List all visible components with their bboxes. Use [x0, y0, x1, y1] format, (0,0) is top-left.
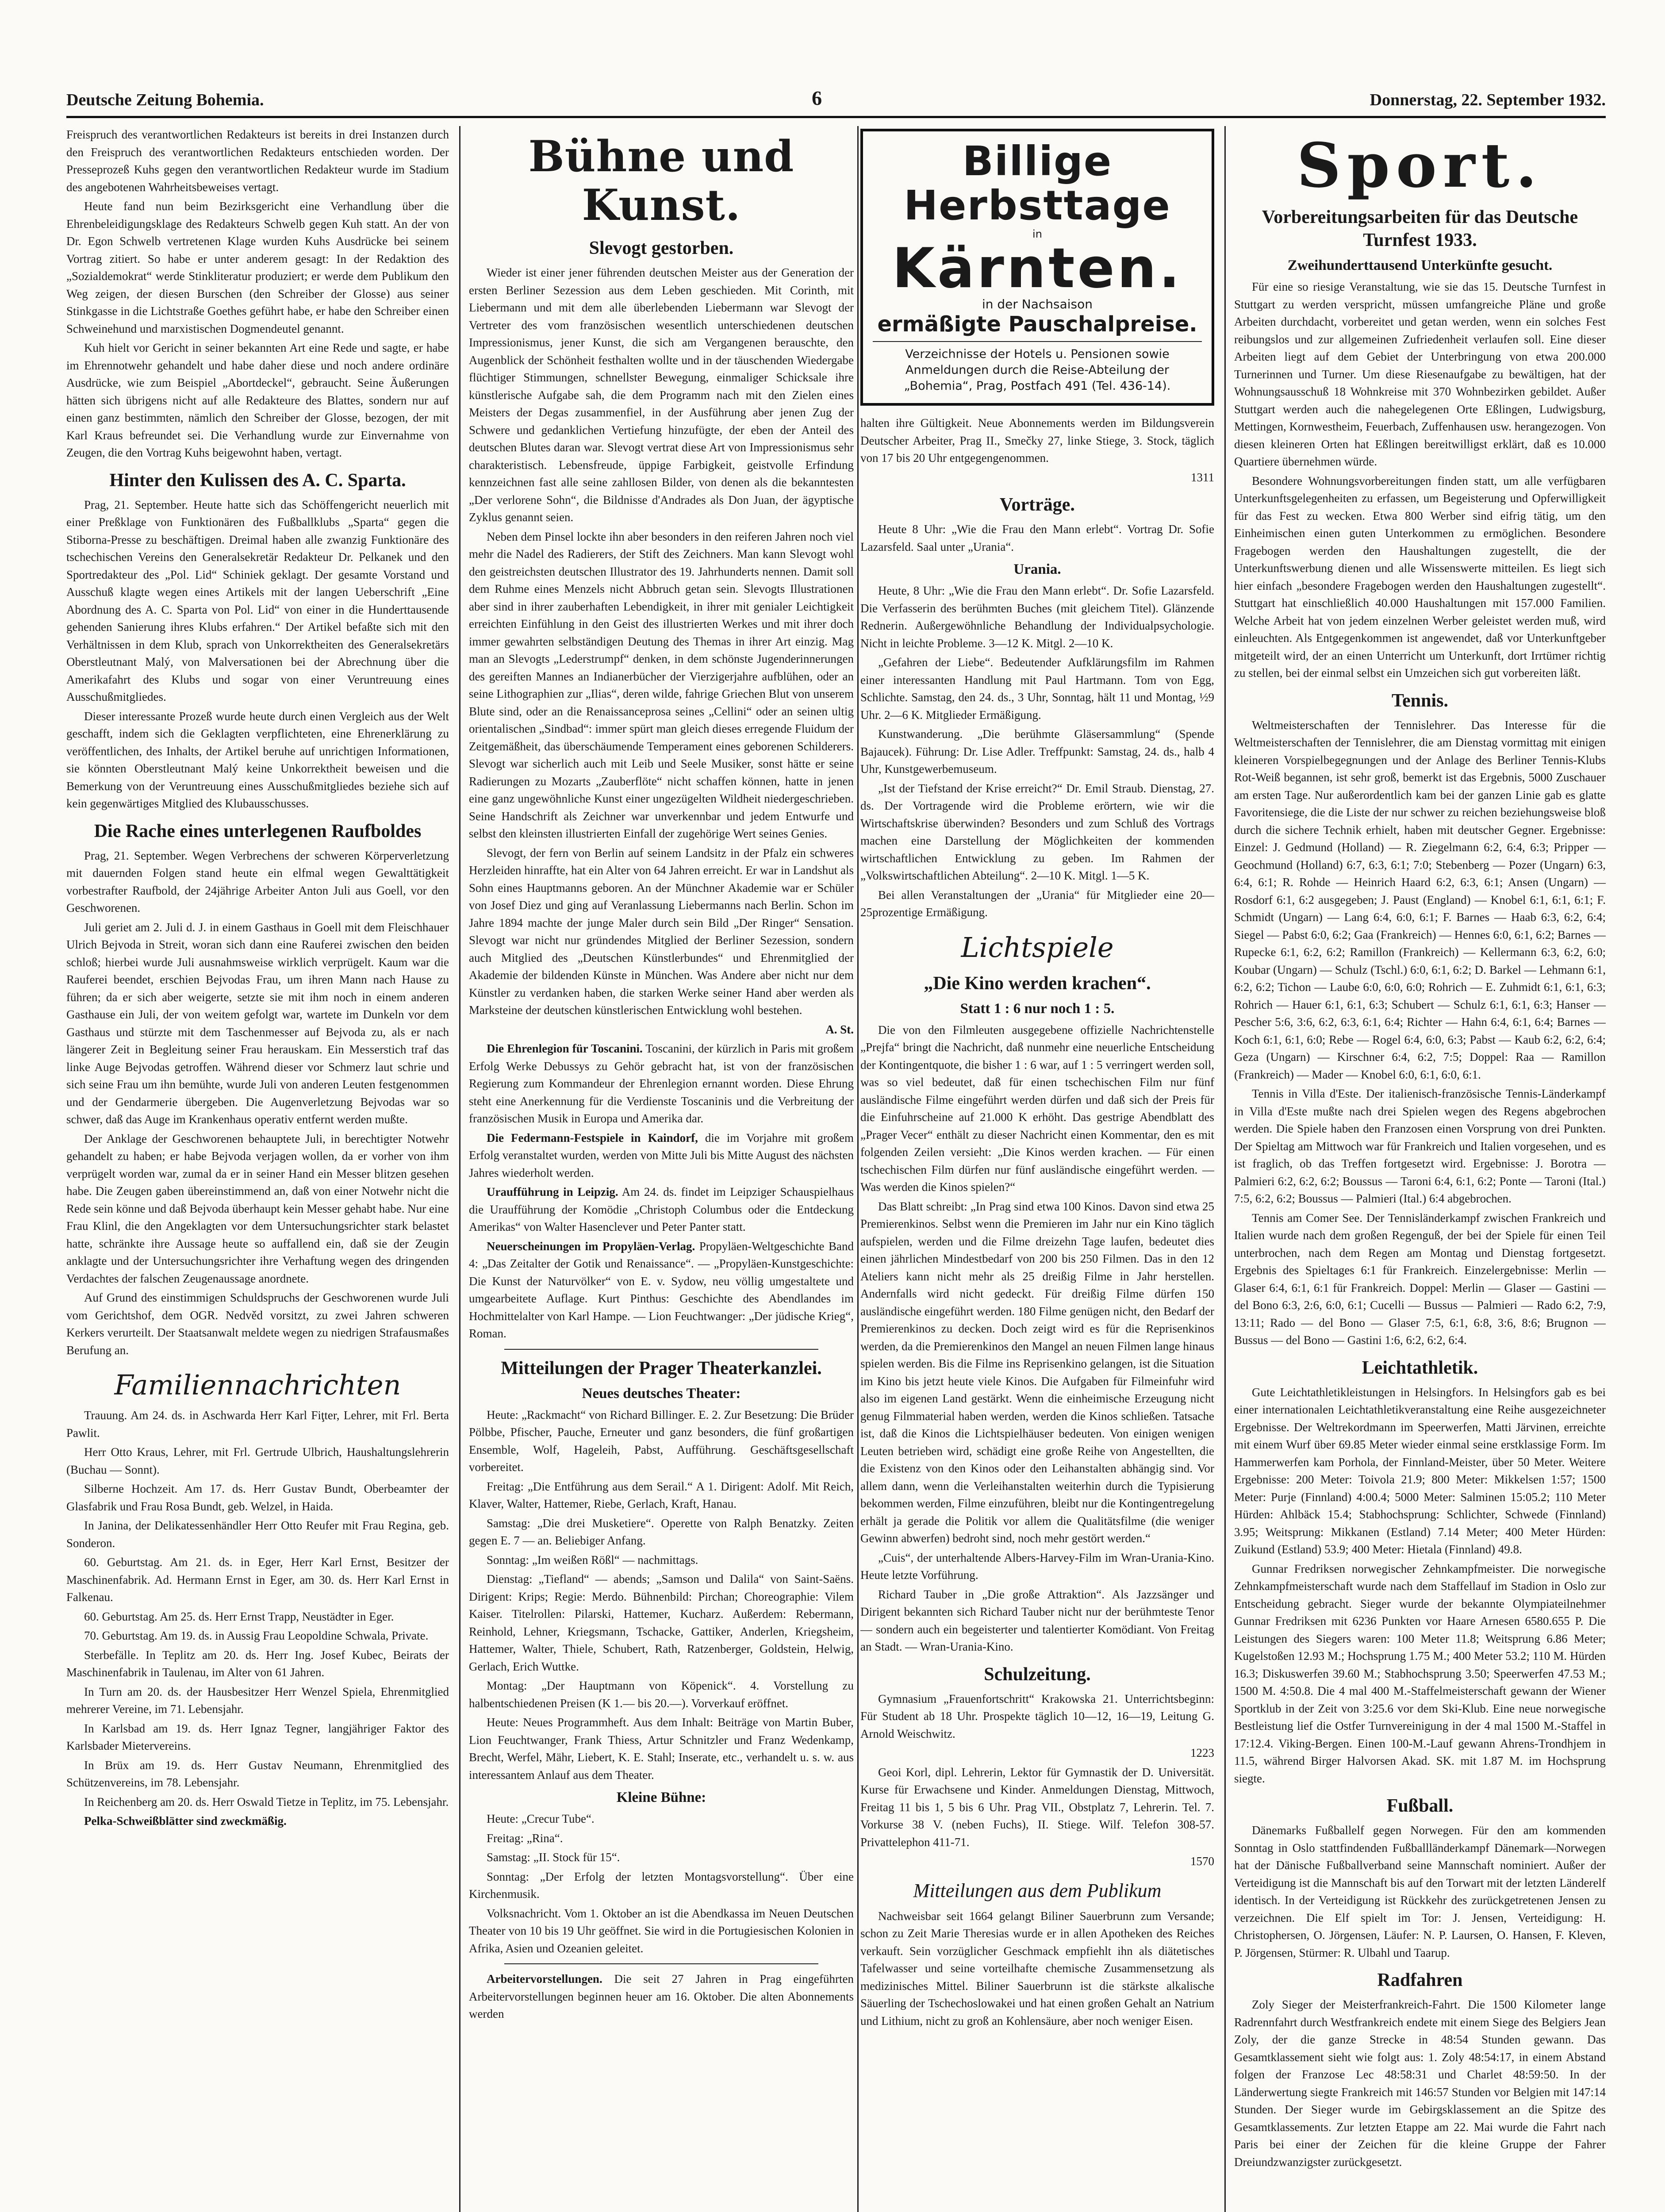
item-title: Die Federmann-Festspiele in Kaindorf,: [487, 1131, 698, 1144]
notice-item: In Turn am 20. ds. der Hausbesitzer Herr Wenzel Spiela, Ehrenmitglied mehrerer Vereine, im 71. Lebensjahr.: [66, 1685, 449, 1716]
ad-divider: [873, 341, 1202, 342]
subheadline-urania: Urania.: [1013, 561, 1061, 577]
headline-public-notices: Mitteilungen aus dem Publikum: [913, 1879, 1162, 1901]
article-paragraph: Besondere Wohnungsvorbereitungen finden statt, um alle verfügbaren Unterkunftsgelegenheiten zu erfassen, um Begeisterung und Opferwilligkeit für das Fest zu wecken. Etwa 800 Werber sind eifrig tätig, um den Einheimischen einen guten Unterkommen zu ermöglichen. Besondere Fragebogen werden den Haushaltungen zugestellt, die der Unterkunftswerbung dienen und alle Wissenswerte mitteilen. Es liegt sich hier einfach „besondere Fragebogen werden den Haushaltungen zugestellt“. Stuttgart hat einschließlich 40.000 Haushaltungen mit 157.000 Familien. Welche Arbeit hat von jedem einzelnen Werber geleistet werden muß, wird einleuchten. Als Entgegenkommen ist angewendet, daß vor Unterkunftgeber mitgeteilt wird, der an einen Unterricht um Unterkunft, dort Irrtümer richtig zu stellen, bei der einmal selbst ein Umzeichen sich gut vorbereiten läßt.: [1234, 474, 1606, 680]
headline-lectures: Vorträge.: [1000, 495, 1075, 515]
item-text: Toscanini, der kürzlich in Paris mit großem Erfolg Werke Debussys zu Gehör gebracht hat, ist von der französischen Regierung zum Kommandeur der Ehrenlegion ernannt worden. Diese Ehrung steht eine Anerkennung für die Verdienste Toscaninis und die Verbreitung der französischen Musik in Europa und Amerika dar.: [469, 1042, 854, 1125]
headline-cycling: Radfahren: [1377, 1970, 1463, 1990]
program-item: Volksnachricht. Vom 1. Oktober an ist die Abendkassa im Neuen Deutschen Theater von 10 bis 19 Uhr geöffnet. Sie wird in die Portugiesischen Kolonien in Afrika, Asien und Ozeanien geleitet.: [469, 1906, 854, 1955]
notice-item: Bei allen Veranstaltungen der „Urania“ für Mitglieder eine 20—25prozentige Ermäßigung.: [860, 888, 1214, 919]
column-divider: [857, 126, 859, 2212]
advert-line: Pelka-Schweißblätter sind zweckmäßig.: [84, 1814, 287, 1828]
article-paragraph: Heute fand nun beim Bezirksgericht eine Verhandlung über die Ehrenbeleidigungsklage des Redakteurs Schwelb gegen Kuh statt. An der von Dr. Egon Schwelb vertretenen Klage wurden Kuhs Ausdrücke bei seinem Vortrag zitiert. So habe er unter anderem gesagt: In der Redaktion des „Sozialdemokrat“ werde Stinkliteratur produziert; er werde dem Publikum den Weg zeigen, der diesen Burschen (den Schreiber der Glosse) aus seiner Stinkgasse in die Lichtstraße Goethes geführt habe, er habe den Schreiber einen Schweinehund und marxistischen Dogmendeutel genannt.: [66, 200, 449, 335]
item-text: Am 24. ds. findet im Leipziger Schauspielhaus die Uraufführung der Komödie „Christoph Columbus oder die Entdeckung Amerikas“ von Walter Hasenclever und Peter Panter statt.: [469, 1185, 854, 1233]
article-paragraph: Das Blatt schreibt: „In Prag sind etwa 100 Kinos. Davon sind etwa 25 Premierenkinos. Selbst wenn die Premieren im Jahr nur ein Kino täglich aufspielen, werden und die Filme dreizehn Tage laufen, bedeutet dies einen jährlichen Mindestbedarf von 200 bis 250 Filmen. Das in den 12 Ateliers kann nicht mehr als 25 dreißig Filme in Jahr herstellen. Andernfalls wird nicht gedeckt. Für dreißig Filme dürfen 150 ausländische eingeführt werden. 180 Filme genügen nicht, den Bedarf der Premierenkinos zu decken. Doch zeigt wird es für die Reprisenkinos werden, da die Premierenkinos den Mangel an neuen Filmen lange hinaus spielen werden. Bis die Filme ins Reprisenkino gelangen, ist die Situation im Kino bis jetzt heute viele Kinos. Die Aufgaben für Filmeinfuhr wird also im eigenen Land gestärkt. Wenn die einheimische Erzeugung nicht genug Filmmaterial haben werden, werden die Kinos schließen. Tatsache ist, daß die Kinos die Lichtspielhäuser bedeuten. Von einigen wenigen Leuten betrieben wird, schädigt eine große Reihe von Angestellten, die die Existenz von den Kinos oder den Leihanstalten abhängig sind. Vor allem dann, wenn die Verleihanstalten weiterhin durch die Typisierung bekommen werden, Filme einzuführen, bleibt nur die Kontingentregelung erhält ja gerade die Politik vor allem die Qualitätsfilme (die weniger Gewinn abwerfen) bedroht sind, noch mehr gestört werden.“: [860, 1199, 1214, 1545]
subheadline-kino: Statt 1 : 6 nur noch 1 : 5.: [960, 1000, 1115, 1017]
notice-item: „Gefahren der Liebe“. Bedeutender Aufklärungsfilm im Rahmen einer interessanten Handlung mit Paul Hartmann. Tom von Egg, Schlichte. Samstag, den 24. ds., 3 Uhr, Sonntag, hält 11 und Montag, ½9 Uhr. 2—6 K. Mitglieder Ermäßigung.: [860, 656, 1214, 722]
headline-theater-office: Mitteilungen der Prager Theaterkanzlei.: [501, 1358, 822, 1379]
divider: [504, 1963, 818, 1964]
headline-raufbold: Die Rache eines unterlegenen Raufboldes: [94, 821, 422, 841]
notice-item: Heute, 8 Uhr: „Wie die Frau den Mann erlebt“. Dr. Sofie Lazarsfeld. Die Verfasserin des berühmten Buches (mit gleichem Titel). Glänzende Rednerin. Außergewöhnliche Behandlung der Individualpsychologie. Nicht in leichte Probleme. 3—12 K. Mitgl. 2—10 K.: [860, 584, 1214, 650]
program-item: Montag: „Der Hauptmann von Köpenick“. 4. Vorstellung zu halbentschiedenen Preisen (K 1.— bis 20.—). Vorverkauf eröffnet.: [469, 1679, 854, 1710]
item-title: Die Ehrenlegion für Toscanini.: [487, 1042, 643, 1055]
headline-school-news: Schulzeitung.: [984, 1664, 1091, 1685]
masthead-title: Deutsche Zeitung Bohemia.: [66, 91, 264, 109]
article-paragraph: Auf Grund des einstimmigen Schuldspruchs der Geschworenen wurde Juli vom Gerichtshof, dem OGR. Nedvěd vorsitzt, zu zwei Jahren schweren Kerkers verurteilt. Der Staatsanwalt meldete wegen zu niedrigen Strafausmaßes Berufung an.: [66, 1291, 449, 1357]
divider: [504, 1349, 818, 1350]
item-title: Uraufführung in Leipzig.: [487, 1185, 618, 1198]
ad-preposition: in: [1032, 228, 1042, 240]
headline-tennis: Tennis.: [1391, 690, 1449, 711]
headline-turnfest: Vorbereitungsarbeiten für das Deutsche Turnfest 1933.: [1262, 207, 1578, 250]
article-paragraph: Juli geriet am 2. Juli d. J. in einem Gasthaus in Goell mit dem Fleischhauer Ulrich Bejvoda in Streit, woran sich dann eine Rauferei zwischen den beiden schloß; hierbei wurde Juli ausnahmsweise wirklich verprügelt. Kaum war die Rauferei beendet, erschien Bejvodas Frau, um ihren Mann nach Hause zu führen; da er sich aber weigerte, setzte sie mit ihm noch in einem anderen Gasthause ein Juli, der von weitem gefolgt war, wartete im Dunkeln vor dem Gasthaus und stürzte mit dem Taschenmesser auf Bejvoda zu, als er nach längerer Zeit in Begleitung seiner Frau herauskam. Ein Messerstich traf das linke Auge Bejvodas getroffen. Während dieser vor Schmerz laut schrie und sich seine Frau um ihn bemühte, wurde Juli von anderen Leuten festgenommen und der Gendarmerie übergeben. Die Augenverletzung Bejvodas war so schwer, daß das Auge im Krankenhaus operativ entfernt werden mußte.: [66, 920, 449, 1126]
column-divider: [459, 126, 460, 2212]
notice-item: In Janina, der Delikatessenhändler Herr Otto Reufer mit Frau Regina, geb. Sonderon.: [66, 1519, 449, 1550]
program-item: Heute: „Crecur Tube“.: [487, 1812, 595, 1825]
article-paragraph: Kuh hielt vor Gericht in seiner bekannten Art eine Rede und sagte, er habe im Ehrennotwehr gehandelt und habe daher diese und noch andere ordinäre Ausdrücke, wie zum Beispiel „Abortdeckel“, gebraucht. Seine Äußerungen hätten sich übrigens nicht auf alle Redakteure des Blattes, sondern nur auf einen ganz bestimmten, nämlich den Schreiber der Glosse, bezogen, der mit Karl Kraus befreundet sei. Die Verhandlung wurde zur Einvernahme von Zeugen, die den Vortrag Kuhs beigewohnt haben, vertagt.: [66, 341, 449, 459]
headline-football: Fußball.: [1386, 1796, 1454, 1816]
masthead: [66, 83, 1606, 110]
item-title: Neuerscheinungen im Propyläen-Verlag.: [487, 1239, 695, 1253]
notice-item: Gymnasium „Frauenfortschritt“ Krakowska 21. Unterrichtsbeginn: Für Student ab 18 Uhr. Prospekte täglich 10—12, 16—19, Leitung G. Arnold Weischwitz.: [860, 1692, 1214, 1740]
notice-code: 1570: [1190, 1855, 1214, 1868]
column-2: [469, 126, 854, 2212]
author-signature: A. St.: [825, 1022, 854, 1036]
program-item: Heute: „Rackmacht“ von Richard Billinger. E. 2. Zur Besetzung: Die Brüder Pölbbe, Pfischer, Pauche, Erneuter und ganz besonders, die fünf großartigen Ensemble, Wolf, Hageleih, Pabst, Aufführung. Geschäftsgesellschaft vorbereitet.: [469, 1408, 854, 1474]
article-paragraph: Tennis in Villa d'Este. Der italienisch-französische Tennis-Länderkampf in Villa d'Este mußte nach drei Spielen wegen des Regens abgebrochen werden. Die Spiele haben den Franzosen einen Vorsprung von drei Punkten. Der Spieltag am Mittwoch war für Frankreich und Italien vorgesehen, und es ist fraglich, ob das Treffen fortgesetzt wird. Ergebnisse: J. Borotra — Palmieri 6:2, 6:2, 6:2; Boussus — Taroni 6:4, 6:1, 6:2; Ponte — Taroni (Ital.) 7:5, 6:2, 6:2; Boussus — Palmieri (Ital.) 6:4 abgebrochen.: [1234, 1087, 1606, 1205]
notice-item: 70. Geburtstag. Am 19. ds. in Aussig Frau Leopoldine Schwala, Private.: [84, 1629, 429, 1642]
notice-item: Herr Otto Kraus, Lehrer, mit Frl. Gertrude Ulbrich, Haushaltungslehrerin (Buchau — Sonnt).: [66, 1445, 449, 1476]
program-item: Heute: Neues Programmheft. Aus dem Inhalt: Beiträge von Martin Buber, Lion Feuchtwanger, Frank Thiess, Artur Schnitzler und Franz Wedenkamp, Brecht, Werfel, Mähr, Liebert, K. E. Stahl; Inserate, etc., verhandelt u. s. w. aus interessantem Anlauf aus dem Theater.: [469, 1716, 854, 1782]
headline-athletics: Leichtathletik.: [1362, 1357, 1478, 1378]
notice-code: 1223: [1190, 1746, 1214, 1759]
notice-item: Sterbefälle. In Teplitz am 20. ds. Herr Ing. Josef Kubec, Beirats der Maschinenfabrik in Taulenau, im Alter von 61 Jahren.: [66, 1648, 449, 1679]
notice-item: Kunstwanderung. „Die berühmte Gläsersammlung“ (Spende Bajaucek). Führung: Dr. Lise Adler. Treffpunkt: Samstag, 24. ds., halb 4 Uhr, Kunstgewerbemuseum.: [860, 727, 1214, 776]
notice-item: 60. Geburtstag. Am 25. ds. Herr Ernst Trapp, Neustädter in Eger.: [84, 1609, 394, 1623]
article-paragraph: Wieder ist einer jener führenden deutschen Meister aus der Generation der ersten Berliner Sezession aus dem Leben geschieden. Mit Corinth, mit Liebermann und mit dem alle überlebenden Liebermann war Slevogt der Vertreter des vom französischen wesentlich unterschiedenen deutschen Impressionismus, jener Kunst, die sich am Vergangenen berauschte, den Augenblick der Schönheit festhalten wollte und in der täuschenden Wiedergabe flüchtiger Stimmungen, schnellster Bewegung, einmaliger Schicksale ihre künstlerische Aufgabe sah, die dem Programm nach mit den Zielen eines Meisters der Degas zusammenfiel, in der Ausführung aber jenen Zug der Schwere und gedanklichen Vertiefung hinzufügte, der eben der Anteil des deutschen Blutes daran war. Slevogt vertrat diese Art von Impressionismus sehr charakteristisch. Lebensfreude, üppige Farbigkeit, geistvolle Erfindung kennzeichnen fast alle seine zahllosen Bilder, von denen als die bekanntesten „Der verlorene Sohn“, die Bildnisse d'Andrades als Don Juan, der ägyptische Zyklus genannt seien.: [469, 266, 854, 524]
article-paragraph: Dänemarks Fußballelf gegen Norwegen. Für den am kommenden Sonntag in Oslo stattfindenden Fußballländerkampf Dänemark—Norwegen hat der Dänische Fußballverband seine Mannschaft nominiert. Außer der Verteidigung ist die Mannschaft bis auf den Torwart mit der letzten Länderelf identisch. In der Verteidigung ist Rückkehr des zurückgetretenen Jensen zu verzeichnen. Die Elf spielt im Tor: J. Jensen, Verteidigung: H. Christophersen, O. Jörgensen, Läufer: N. P. Laursen, O. Hansen, F. Kleven, P. Jörgensen, Stürmer: R. Ulbahl und Taarup.: [1234, 1824, 1606, 1959]
masthead-rule: [66, 116, 1606, 118]
article-paragraph: Weltmeisterschaften der Tennislehrer. Das Interesse für die Weltmeisterschaften der Tennislehrer, die am Dienstag vormittag mit einigen kleineren Vorspielbegegnungen und der Anlage des Berliner Tennis-Klubs Rot-Weiß begannen, ist sehr groß, bemerkt ist das Ergebnis, 5000 Zuschauer am ersten Tage. Nur außerordentlich kam bei der ganzen Linie gab es glatte Favoritensiege, die die Liste der nur schwer zu reichen beziehungsweise bloß durch die sichere Technik erhielt, haben mit deutscher Gegner. Ergebnisse: Einzel: J. Gedmund (Holland) — R. Ziegelmann 6:2, 6:4, 6:3; Pripper — Geochmund (Holland) 6:7, 6:3, 6:1; 7:0; Stebenberg — Pozer (Ungarn) 6:3, 6:4, 6:1; R. Rohde — Heinrich Haard 6:2, 6:3, 6:1; Ansen (Ungarn) — Rosdorf 6:1, 6:2 ausgegeben; J. Paust (England) — Knobel 6:1, 6:1, 6:1; F. Schmidt (Ungarn) — Lang 6:4, 6:0, 6:1; F. Barnes — Haab 6:3, 6:2, 6:4; Siegel — Pabst 6:0, 6:2; Gaa (Frankreich) — Hennes 6:0, 6:1, 6:2; Barnes — Rupecke 6:1, 6:2, 6:2; Ramillon (Frankreich) — Kellermann 6:3, 6:2, 6:0; Koubar (Ungarn) — Schulz (Tschl.) 6:0, 6:1, 6:2; D. Barkel — Lehmann 6:1, 6:2, 6:2; Tichon — Laube 6:0, 6:0, 6:0; Rohrich — E. Zuhmidt 6:1, 6:1, 6:3; Rohrich — Hauer 6:1, 6:1, 6:3; Schubert — Schulz 6:1, 6:1, 6:3; Hanser — Pescher 5:6, 3:6, 6:2, 6:3, 6:1, 6:4; Richter — Hahn 6:4, 6:1, 6:4; Barnes — Koch 6:1, 6:1, 6:0; Rebe — Rogel 6:4, 6:0, 6:3; Pabst — Kaub 6:2, 6:2, 6:4; Geza (Ungarn) — Kirschner 6:4, 6:2, 7:5; Doppel: Raa — Ramillon (Frankreich) — Mader — Knobel 6:0, 6:1, 6:0, 6:1.: [1234, 718, 1606, 1081]
program-item: Samstag: „II. Stock für 15“.: [487, 1851, 620, 1864]
article-paragraph: Gunnar Fredriksen norwegischer Zehnkampfmeister. Die norwegische Zehnkampfmeisterschaft wurde nach dem Staffellauf im Stadion in Oslo zur Entscheidung gebracht. Sieger wurde der bekannte Olympiateilnehmer Gunnar Fredriksen mit 6236 Punkten vor Haare Arnesen 6580.655 P. Die Leistungen des Siegers waren: 100 Meter 11.8; Weitsprung 6.86 Meter; Kugelstoßen 12.93 M.; Hochsprung 1.75 M.; 400 Meter 53.2; 110 M. Hürden 16.3; Diskuswerfen 39.60 M.; Stabhochsprung 3.50; Speerwerfen 47.53 M.; 1500 M. 4:50.8. Die 4 mal 400 M.-Staffelmeisterschaft gewann der Wiener Sportklub in der Zeit von 3:25.6 vor dem Ski-Klub. Eine neue norwegische Bestleistung lief die Ostfer Turnvereinigung in der 4 mal 1500 M.-Staffel in 17:12.4. Viking-Bergen. Einen 100-M.-Lauf gewann Ahrens-Trondhjem in 11.5, während Birger Halvorsen Akad. SK. mit 1.87 M. im Hochsprung siegte.: [1234, 1562, 1606, 1785]
headline-family-news: Familiennachrichten: [114, 1369, 401, 1401]
subheadline-turnfest: Zweihunderttausend Unterkünfte gesucht.: [1287, 257, 1553, 273]
program-item: Freitag: „Rina“.: [487, 1831, 563, 1845]
item-title: Arbeitervorstellungen.: [487, 1972, 602, 1985]
article-paragraph: Nachweisbar seit 1664 gelangt Biliner Sauerbrunn zum Versande; schon zu Zeit Marie Theresias wurde er in allen Apotheken des Reiches verkauft. Sein vorzüglicher Geschmack empfiehlt ihn als diätetisches Tafelwasser und seine vorteilhafte chemische Zusammensetzung als medizinisches Mittel. Biliner Sauerbrunn ist die stärkste alkalische Säuerling der Tschechoslowakei und hat einen großen Gehalt an Natrium und Lithium, nicht zu groß an Kohlensäure, aber noch weniger Eisen.: [860, 1909, 1214, 2028]
headline-kino: „Die Kino werden krachen“.: [924, 973, 1151, 994]
ad-region: Kärnten.: [892, 237, 1182, 300]
section-title-stage-and-art: Bühne und Kunst.: [528, 131, 794, 230]
article-paragraph: halten ihre Gültigkeit. Neue Abonnements werden im Bildungsverein Deutscher Arbeiter, Prag II., Smečky 27, linke Stiege, 3. Stock, täglich von 17 bis 20 Uhr entgegengenommen.: [860, 416, 1214, 465]
section-title-sport: Sport.: [1297, 129, 1543, 201]
article-paragraph: Dieser interessante Prozeß wurde heute durch einen Vergleich aus der Welt geschafft, indem sich die Geklagten verpflichteten, eine Ehrenerklärung zu veröffentlichen, des Inhalts, der Artikel beruhe auf unrichtigen Informationen, sie könnten Oberstleutnant Malý keine Unkorrektheit beweisen und die Bemerkung von der Veruntreuung eines Ausschußmitgliedes beziehe sich auf kein gegenwärtiges Mitglied des Klubausschusses.: [66, 709, 449, 810]
item-text: Propyläen-Weltgeschichte Band 4: „Das Zeitalter der Gotik und Renaissance“. — „Propyläen-Kunstgeschichte: Die Kunst der Naturvölker“ von E. v. Sydow, neu völlig umgestaltete und umgearbeitete Auflage. Kurt Pinthus: Geschichte des Abendlandes im Hochmittelalter von Karl Hampe. — Lion Feuchtwanger: „Der jüdische Krieg“, Roman.: [469, 1239, 854, 1340]
ad-subline: in der Nachsaison: [982, 297, 1093, 311]
program-item: Sonntag: „Im weißen Rößl“ — nachmittags.: [487, 1553, 698, 1567]
notice-item: Heute 8 Uhr: „Wie die Frau den Mann erlebt“. Vortrag Dr. Sofie Lazarsfeld. Saal unter „Urania“.: [860, 522, 1214, 553]
article-paragraph: „Cuis“, der unterhaltende Albers-Harvey-Film im Wran-Urania-Kino. Heute letzte Vorführung.: [860, 1551, 1214, 1582]
headline-cinema: Lichtspiele: [961, 931, 1114, 964]
ad-headline: Billige Herbsttage: [904, 138, 1171, 229]
article-paragraph: Slevogt, der fern von Berlin auf seinem Landsitz in der Pfalz ein schweres Herzleiden hinraffte, hat ein Alter von 64 Jahren erreicht. Er war in Landshut als Sohn eines Hauptmanns geboren. An der Münchner Akademie war er Schüler von Josef Diez und ging auf Veranlassung Liebermanns nach Berlin. Schon im Jahre 1894 machte der junge Maler durch sein Bild „Der Ringer“ Sensation. Slevogt war nicht nur gründendes Mitglied der Berliner Sezession, sondern auch Mitglied des „Deutschen Künstlerbundes“ und Ehrenmitglied der Akademie der bildenden Künste in München. Was Andere aber nicht nur dem Künstler zu verdanken haben, die starken Werke seiner Hand aber werden als Marksteine der deutschen künstlerischen Entwicklung wohl bestehen.: [469, 846, 854, 1017]
advertisement-carinthia: [860, 129, 1214, 406]
program-item: Dienstag: „Tiefland“ — abends; „Samson und Dalila“ von Saint-Saëns. Dirigent: Krips; Regie: Merdo. Bühnenbild: Pirchan; Choreographie: Vilem Kaiser. Titelrollen: Pilarski, Hattemer, Kucharz. Außerdem: Rebermann, Reinhold, Lehner, Kriegsmann, Tschacke, Gattiker, Anderlen, Kriegsheim, Hattemer, Walter, Thiele, Schubert, Rath, Ratzenberger, Goldstein, Helwig, Gerlach, Erich Wuttke.: [469, 1572, 854, 1673]
column-divider: [1224, 126, 1226, 2212]
subheadline-small-stage: Kleine Bühne:: [616, 1790, 706, 1805]
article-paragraph: Die von den Filmleuten ausgegebene offizielle Nachrichtenstelle „Prejfa“ bringt die Nachricht, daß nunmehr eine neuerliche Entscheidung der Kontingentquote, die bisher 1 : 6 war, auf 1 : 5 verringert werden soll, was so viel bedeutet, daß für einen tschechischen Film nur fünf ausländische Filme eingeführt werden dürfen und daß sich der Preis für die Einfuhrscheine auf 21.000 K erhöht. Das gestrige Abendblatt des „Prager Vecer“ enthält zu dieser Nachricht einen Kommentar, den es mit folgenden Zeilen versieht: „Die Kinos werden krachen. — Für einen tschechischen Film dürfen nur fünf ausländische eingeführt werden. — Was werden die Kinos spielen?“: [860, 1023, 1214, 1194]
notice-item: Trauung. Am 24. ds. in Aschwarda Herr Karl Fiţter, Lehrer, mit Frl. Berta Pawlit.: [66, 1409, 449, 1440]
ad-offer: ermäßigte Pauschalpreise.: [877, 312, 1197, 337]
notice-item: Silberne Hochzeit. Am 17. ds. Herr Gustav Bundt, Oberbeamter der Glasfabrik und Frau Rosa Bundt, geb. Welzel, in Haida.: [66, 1482, 449, 1513]
article-paragraph: Freispruch des verantwortlichen Redakteurs ist bereits in drei Instanzen durch den Freispruch des verantwortlichen Redakteurs entschieden worden. Der Presseprozeß Kuhs gegen den verantwortlichen Redakteur wurde im Stadium des angebotenen Wahrheitsbeweises vertagt.: [66, 128, 449, 194]
notice-item: In Karlsbad am 19. ds. Herr Ignaz Tegner, langjähriger Faktor des Karlsbader Mietervereins.: [66, 1721, 449, 1752]
column-1: [66, 126, 449, 2212]
item-text: die im Vorjahre mit großem Erfolg veranstaltet wurden, werden von Mitte Juli bis Mitte August des nächsten Jahres wiederholt werden.: [469, 1131, 854, 1179]
article-paragraph: Tennis am Comer See. Der Tennisländerkampf zwischen Frankreich und Italien wurde nach dem großen Regenguß, der bei der Spiele für einen Teil unterbrochen, nach dem Regen am Montag und Dienstag fortgesetzt. Ergebnis des Spieltages 6:1 für Frankreich. Einzelergebnisse: Merlin — Glaser 6:4, 6:1, 6:1 für Frankreich. Doppel: Merlin — Glaser — Gastini — del Bono 6:3, 2:6, 6:0, 6:1; Cucelli — Bussus — Palmieri — Rado 6:2, 7:9, 13:11; Rado — del Bono — Glaser 7:5, 6:1, 6:8, 3:6, 8:6; Brugnon — Bussus — del Bono — Gastini 1:6, 6:2, 6:2, 6:4.: [1234, 1211, 1606, 1347]
masthead-date: Donnerstag, 22. September 1932.: [1370, 91, 1606, 109]
article-paragraph: Gute Leichtathletikleistungen in Helsingfors. In Helsingfors gab es bei einer internationalen Leichtathletikveranstaltung eine Reihe ausgezeichneter Ergebnisse. Der Weltrekordmann im Speerwerfen, Matti Järvinen, erreichte mit einem Wurf über 69.85 Meter wieder einmal seine erstklassige Form. Im Hammerwerfen kam Porhola, der Finnland-Meister, über 50 Meter. Weitere Ergebnisse: 200 Meter: Toivola 21.9; 800 Meter: Mikkelsen 1:57; 1500 Meter: Purje (Finnland) 4:00.4; 5000 Meter: Salminen 15:05.2; 110 Meter Hürden: Ahlbäck 15.4; Stabhochsprung: Schlichter, Schwede (Finnland) 3.95; Weitsprung: Mikkanen (Estland) 7.14 Meter; 400 Meter Hürden: Zuikund (Estland) 53.9; 400 Meter: Hietala (Finnland) 49.8.: [1234, 1385, 1606, 1556]
notice-item: In Reichenberg am 20. ds. Herr Oswald Tietze in Teplitz, im 75. Lebensjahr.: [84, 1795, 449, 1809]
ad-text: Verzeichnisse der Hotels u. Pensionen sowie Anmeldungen durch die Reise-Abteilung der „Bohemia“, Prag, Postfach 491 (Tel. 436-14).: [904, 347, 1171, 393]
notice-item: „Ist der Tiefstand der Krise erreicht?“ Dr. Emil Straub. Dienstag, 27. ds. Der Vortragende wird die Probleme erörtern, wie wir die Wirtschaftskrise überwinden? Besonders und zum Schluß des Vortrags machen eine Darstellung der Möglichkeiten der kommenden wirtschaftlichen Entwicklung zu geben. Im Rahmen der „Volkswirtschaftlichen Abteilung“. 2—10 K. Mitgl. 1—5 K.: [860, 781, 1214, 882]
column-4: [1234, 126, 1606, 2212]
program-item: Samstag: „Die drei Musketiere“. Operette von Ralph Benatzky. Zeiten gegen E. 7 — an. Beliebiger Anfang.: [469, 1516, 854, 1547]
headline-sparta: Hinter den Kulissen des A. C. Sparta.: [109, 470, 406, 491]
notice-item: In Brüx am 19. ds. Herr Gustav Neumann, Ehrenmitglied des Schützenvereins, im 78. Lebensjahr.: [66, 1758, 449, 1789]
article-paragraph: Prag, 21. September. Wegen Verbrechens der schweren Körperverletzung mit dauernden Folgen stand heute ein elfmal wegen Gewalttätigkeit vorbestrafter Raufbold, der 24jährige Arbeiter Anton Juli aus Goell, vor den Geschworenen.: [66, 849, 449, 914]
article-paragraph: Für eine so riesige Veranstaltung, wie sie das 15. Deutsche Turnfest in Stuttgart zu werden verspricht, müssen umfangreiche Pläne und große Arbeiten durchdacht, vorbereitet und getan werden, wenn ein solches Fest reibungslos und zur allgemeinen Zufriedenheit verlaufen soll. Eine dieser Arbeiten liegt auf dem Gebiet der Unterbringung von etwa 200.000 Turnerinnen und Turner. Um diese Riesenaufgabe zu bewältigen, hat der Wohnungsausschuß 18 Wohnkreise mit 370 Wohnbezirken gebildet. Außer Stuttgart werden auch die nahegelegenen Orte Eßlingen, Ludwigsburg, Mettingen, Kornwestheim, Feuerbach, Zuffenhausen usw. herangezogen. Von diesen kleineren Orten hat Eßlingen bereitwilligst erklärt, daß es 10.000 Quartiere übernehmen würde.: [1234, 280, 1606, 468]
program-item: Sonntag: „Der Erfolg der letzten Montagsvorstellung“. Über eine Kirchenmusik.: [469, 1870, 854, 1901]
article-paragraph: Richard Tauber in „Die große Attraktion“. Als Jazzsänger und Dirigent bekannten sich Richard Tauber nicht nur der berühmteste Tenor — sondern auch ein begeisterter und talentierter Komödiant. Von Freitag an Stadt. — Wran-Urania-Kino.: [860, 1587, 1214, 1653]
article-paragraph: Neben dem Pinsel lockte ihn aber besonders in den reiferen Jahren noch viel mehr die Nadel des Radierers, der Stift des Zeichners. Man kann Slevogt wohl den geistreichsten deutschen Illustrator des 19. Jahrhunderts nennen. Damit soll dem Ruhme eines Menzels nicht Abbruch getan sein. Slevogts Illustrationen aber sind in ihrer zauberhaften Lebendigkeit, in ihrer mit genialer Leichtigkeit erreichten Einfühlung in den Geist des illustrierten Werkes und mit ihrer doch immer gewahrten selbständigen Deutung des Themas in ihrer Art einzig. Mag man an Slevogts „Lederstrumpf“ denken, in dem schönste Jugenderinnerungen des gereiften Mannes an Indianerbücher der Vierzigerjahre aufblühen, oder an seine Lithographien zur „Ilias“, deren wilde, fahrige Griechen Blut von unserem Blute sind, oder an die Renaissanceprosa seines „Cellini“ oder an seinen ultig orientalischen „Sindbad“: immer spürt man gleich dieses erregende Fluidum der Zeitgemäßheit, das überschäumende Temperament eines geborenen Schilderers. Slevogt war sicherlich auch mit Leib und Seele Musiker, sonst hätte er seine Radierungen zu Mozarts „Zauberflöte“ nicht schaffen können, hatte in jenen eine ganz ungewöhnliche Kunst einer ungezügelten Wildheit niedergeschrieben. Seine Handschrift als Zeichner war unverkennbar und jedem Entwurfe und selbst den kleinsten illustrierten Einfall der zugehörige Wert seines Genies.: [469, 530, 854, 840]
page-number: 6: [812, 87, 822, 109]
subheadline-new-german-theater: Neues deutsches Theater:: [582, 1385, 741, 1402]
program-item: Freitag: „Die Entführung aus dem Serail.“ A 1. Dirigent: Adolf. Mit Reich, Klaver, Walter, Hattemer, Riebe, Gerlach, Kraft, Hanau.: [469, 1479, 854, 1510]
notice-item: 60. Geburtstag. Am 21. ds. in Eger, Herr Karl Ernst, Besitzer der Maschinenfabrik. Ad. Hermann Ernst in Eger, am 30. ds. Herr Karl Ernst in Falkenau.: [66, 1555, 449, 1604]
notice-code: 1311: [1191, 470, 1214, 484]
item-text: Die seit 27 Jahren in Prag eingeführten Arbeitervorstellungen beginnen heuer am 16. Oktober. Die alten Abonnements werden: [469, 1972, 854, 2020]
column-3: [860, 126, 1214, 2212]
notice-item: Geoi Korl, dipl. Lehrerin, Lektor für Gymnastik der D. Universität. Kurse für Erwachsene und Kinder. Anmeldungen Dienstag, Mittwoch, Freitag 11 bis 1, 5 bis 6 Uhr. Prag VII., Obstplatz 7, Lehrerin. Tel. 7. Vorkurse 38 V. (neben Fuchs), II. Stiege. Wilf. Telefon 308-57. Privattelephon 411-71.: [860, 1765, 1214, 1849]
headline-slevogt: Slevogt gestorben.: [589, 238, 734, 258]
article-paragraph: Zoly Sieger der Meisterfrankreich-Fahrt. Die 1500 Kilometer lange Radrennfahrt durch Westfrankreich endete mit einem Siege des Belgiers Jean Zoly, der die ganze Strecke in 48:54 Stunden gewann. Das Gesamtklassement sieht wie folgt aus: 1. Zoly 48:54:17, in einem Abstand folgen der Franzose Lec 48:58:31 und Charlet 48:59:50. In der Länderwertung siegte Frankreich mit 146:57 Stunden vor Belgien mit 147:14 Stunden. Der Sieger wurde im Gebirgsklassement an die Spitze des Gesamtklassements. Zur letzten Etappe am 22. Mai wurde die Fahrt nach Paris bei einer der Zeichen für die kleine Gruppe der Fahrer Dreiundzwanzigster zurückgesetzt.: [1234, 1998, 1606, 2169]
article-paragraph: Der Anklage der Geschworenen behauptete Juli, in berechtigter Notwehr gehandelt zu haben; er habe Bejvoda verjagen wollen, da er vorher von ihm verprügelt worden war, zumal da er in seiner Hand ein Messer blitzen gesehen habe. Die Zeugen gaben übereinstimmend an, daß von einer Notwehr nicht die Rede sein könne und daß Bejvoda überhaupt kein Messer gehabt habe. Nur eine Frau Klinl, die den Angeklagten vor dem Untersuchungsrichter stark belastet hatte, schränkte ihre Aussage heute so auffallend ein, daß sie der Zeugin anklagte und der Untersuchungsrichter ihre Verhaftung wegen des dringenden Verdachtes der falschen Zeugenaussage anordnete.: [66, 1132, 449, 1285]
article-paragraph: Prag, 21. September. Heute hatte sich das Schöffengericht neuerlich mit einer Preßklage von Funktionären des Fußballklubs „Sparta“ gegen die Stiborna-Presse zu beschäftigen. Dreimal haben alle zwanzig Funktionäre des tschechischen Vereins den Generalsekretär Redakteur Dr. Pelkanek und den Sportredakteur des „Pol. Lid“ Schiniek geklagt. Der gesamte Vorstand und Ausschuß klagte wegen eines Artikels mit der langen Ueberschrift „Eine Abordnung des A. C. Sparta von Pol. Lid“ von einer in die Hunderttausende gehenden Sanierung ihres Klubs erfahren.“ Der Artikel befaßte sich mit den Verhältnissen in dem Klub, sprach von Unkorrektheiten des Generalsekretärs Oberstleutnant Malý, von Malversationen bei der Abrechnung über die Amerikafahrt des Klubs und sogar von einer Veruntreuung eines Ausschußmitgliedes.: [66, 498, 449, 703]
